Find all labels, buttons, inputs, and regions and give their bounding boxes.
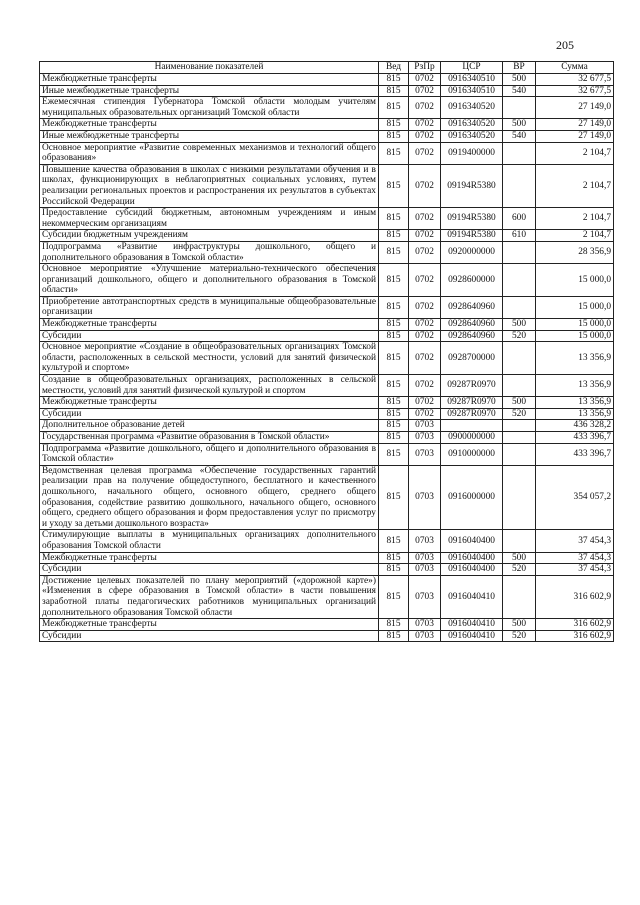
header-vr: ВР [503,62,536,74]
cell-csr: 09194R5380 [441,208,503,230]
cell-vr [503,164,536,207]
cell-csr: 0916340520 [441,97,503,119]
cell-sum: 27 149,0 [536,97,614,119]
table-row [40,85,614,97]
table-row [40,296,614,318]
table-row [40,530,614,552]
cell-sum: 2 104,7 [536,164,614,207]
cell-rzpr: 0702 [409,342,441,375]
cell-vr [503,530,536,552]
cell-sum: 2 104,7 [536,208,614,230]
cell-rzpr: 0702 [409,319,441,331]
cell-name: Дополнительное образование детей [40,420,379,432]
cell-rzpr: 0702 [409,119,441,131]
cell-csr: 0928640960 [441,319,503,331]
cell-vr [503,342,536,375]
cell-name: Иные межбюджетные трансферты [40,85,379,97]
cell-ved: 815 [379,74,409,86]
cell-ved: 815 [379,619,409,631]
table-row [40,420,614,432]
table-row [40,397,614,409]
cell-sum: 37 454,3 [536,552,614,564]
cell-csr: 0916000000 [441,465,503,530]
cell-csr: 09287R0970 [441,375,503,397]
cell-sum: 28 356,9 [536,241,614,263]
cell-csr: 0916040410 [441,630,503,642]
page-number: 205 [556,38,574,52]
cell-csr: 0920000000 [441,241,503,263]
cell-ved: 815 [379,552,409,564]
cell-name: Межбюджетные трансферты [40,397,379,409]
cell-vr [503,375,536,397]
cell-sum: 316 602,9 [536,630,614,642]
cell-sum: 13 356,9 [536,342,614,375]
budget-table [39,61,614,642]
cell-ved: 815 [379,296,409,318]
cell-sum: 15 000,0 [536,330,614,342]
cell-ved: 815 [379,575,409,618]
cell-ved: 815 [379,97,409,119]
cell-ved: 815 [379,530,409,552]
cell-ved: 815 [379,432,409,444]
table-row [40,142,614,164]
table-row [40,375,614,397]
table-row [40,465,614,530]
cell-sum: 2 104,7 [536,142,614,164]
cell-vr [503,432,536,444]
cell-vr [503,420,536,432]
cell-csr: 0916040410 [441,575,503,618]
table-row [40,408,614,420]
header-rzpr: РзПр [409,62,441,74]
cell-ved: 815 [379,408,409,420]
cell-ved: 815 [379,330,409,342]
cell-name: Предоставление субсидий бюджетным, автономным учреждениям и иным некоммерческим организациям [40,208,379,230]
cell-rzpr: 0703 [409,432,441,444]
header-name: Наименование показателей [40,62,379,74]
cell-csr: 0916340520 [441,119,503,131]
cell-rzpr: 0702 [409,397,441,409]
cell-sum: 32 677,5 [536,74,614,86]
cell-rzpr: 0702 [409,241,441,263]
cell-sum: 32 677,5 [536,85,614,97]
cell-ved: 815 [379,630,409,642]
cell-name: Стимулирующие выплаты в муниципальных организациях дополнительного образования Томской области [40,530,379,552]
cell-name: Государственная программа «Развитие образования в Томской области» [40,432,379,444]
table-row [40,319,614,331]
cell-csr: 0928640960 [441,330,503,342]
cell-vr: 540 [503,130,536,142]
cell-name: Иные межбюджетные трансферты [40,130,379,142]
table-row [40,575,614,618]
table-row [40,164,614,207]
cell-vr: 500 [503,552,536,564]
table-row [40,619,614,631]
cell-ved: 815 [379,142,409,164]
cell-rzpr: 0702 [409,130,441,142]
cell-sum: 316 602,9 [536,575,614,618]
table-row [40,564,614,576]
table-header-row [40,62,614,74]
cell-csr: 0916040410 [441,619,503,631]
cell-name: Ведомственная целевая программа «Обеспечение государственных гарантий реализации прав на получение общедоступного, бесплатного и качественного дошкольного, начального общего, основного общего, среднего общего образования, содействие развитию дошкольного, начального общего, основного общего, среднего общего образования и форм предоставления услуг по присмотру и уходу за детьми дошкольного возраста» [40,465,379,530]
cell-sum: 27 149,0 [536,119,614,131]
cell-vr: 520 [503,630,536,642]
cell-rzpr: 0702 [409,408,441,420]
table-row [40,443,614,465]
cell-sum: 316 602,9 [536,619,614,631]
cell-csr: 0928600000 [441,264,503,297]
cell-csr: 0928700000 [441,342,503,375]
cell-csr: 0916040400 [441,564,503,576]
cell-sum: 27 149,0 [536,130,614,142]
cell-rzpr: 0703 [409,630,441,642]
cell-csr: 0916340520 [441,130,503,142]
cell-csr: 0910000000 [441,443,503,465]
cell-sum: 15 000,0 [536,264,614,297]
cell-vr: 520 [503,408,536,420]
cell-vr [503,443,536,465]
cell-rzpr: 0702 [409,164,441,207]
cell-vr: 500 [503,619,536,631]
cell-name: Основное мероприятие «Улучшение материально-технического обеспечения организаций дошкольного, общего и дополнительного образования в Томской области» [40,264,379,297]
cell-rzpr: 0702 [409,74,441,86]
cell-name: Повышение качества образования в школах с низкими результатами обучения и в школах, функционирующих в неблагоприятных социальных условиях, путем реализации региональных проектов и распространения их результатов в субъектах Российской Федерации [40,164,379,207]
cell-rzpr: 0703 [409,564,441,576]
table-row [40,342,614,375]
cell-ved: 815 [379,443,409,465]
table-row [40,230,614,242]
cell-name: Субсидии [40,630,379,642]
cell-rzpr: 0702 [409,330,441,342]
cell-name: Межбюджетные трансферты [40,552,379,564]
table-row [40,630,614,642]
cell-csr: 0900000000 [441,432,503,444]
table-row [40,97,614,119]
cell-rzpr: 0703 [409,420,441,432]
table-row [40,130,614,142]
cell-sum: 37 454,3 [536,530,614,552]
cell-csr: 0916040400 [441,530,503,552]
cell-rzpr: 0702 [409,142,441,164]
cell-csr: 0928640960 [441,296,503,318]
cell-sum: 13 356,9 [536,375,614,397]
cell-ved: 815 [379,85,409,97]
table-row [40,74,614,86]
cell-vr [503,296,536,318]
cell-sum: 354 057,2 [536,465,614,530]
cell-csr: 09287R0970 [441,408,503,420]
cell-sum: 15 000,0 [536,296,614,318]
cell-csr: 09194R5380 [441,230,503,242]
cell-vr: 610 [503,230,536,242]
cell-csr: 09194R5380 [441,164,503,207]
table-row [40,552,614,564]
cell-name: Межбюджетные трансферты [40,74,379,86]
cell-vr [503,142,536,164]
cell-name: Достижение целевых показателей по плану мероприятий («дорожной карте») «Изменения в сфере образования в Томской области» в части повышения заработной платы педагогических работников муниципальных организаций дополнительного образования Томской области [40,575,379,618]
table-row [40,330,614,342]
cell-rzpr: 0702 [409,264,441,297]
cell-vr: 500 [503,397,536,409]
header-ved: Вед [379,62,409,74]
cell-rzpr: 0702 [409,296,441,318]
cell-vr [503,575,536,618]
cell-vr [503,97,536,119]
cell-name: Межбюджетные трансферты [40,119,379,131]
cell-sum: 436 328,2 [536,420,614,432]
cell-name: Межбюджетные трансферты [40,619,379,631]
cell-ved: 815 [379,564,409,576]
cell-rzpr: 0703 [409,465,441,530]
cell-name: Подпрограмма «Развитие инфраструктуры дошкольного, общего и дополнительного образования в Томской области» [40,241,379,263]
cell-sum: 13 356,9 [536,397,614,409]
cell-rzpr: 0703 [409,530,441,552]
cell-ved: 815 [379,264,409,297]
cell-vr: 520 [503,330,536,342]
cell-name: Подпрограмма «Развитие дошкольного, общего и дополнительного образования в Томской области» [40,443,379,465]
cell-sum: 13 356,9 [536,408,614,420]
cell-csr: 0916340510 [441,74,503,86]
cell-csr: 0919400000 [441,142,503,164]
cell-sum: 2 104,7 [536,230,614,242]
cell-ved: 815 [379,342,409,375]
table-row [40,208,614,230]
cell-name: Приобретение автотранспортных средств в муниципальные общеобразовательные организации [40,296,379,318]
cell-ved: 815 [379,420,409,432]
cell-rzpr: 0703 [409,443,441,465]
cell-name: Субсидии [40,330,379,342]
cell-rzpr: 0702 [409,85,441,97]
cell-rzpr: 0702 [409,208,441,230]
cell-ved: 815 [379,319,409,331]
cell-rzpr: 0702 [409,375,441,397]
cell-ved: 815 [379,230,409,242]
table-row [40,264,614,297]
cell-sum: 433 396,7 [536,432,614,444]
table-body [40,74,614,642]
cell-vr [503,264,536,297]
cell-vr: 540 [503,85,536,97]
table-row [40,119,614,131]
cell-ved: 815 [379,397,409,409]
cell-csr: 0916040400 [441,552,503,564]
cell-vr: 600 [503,208,536,230]
cell-name: Создание в общеобразовательных организациях, расположенных в сельской местности, условий для занятий физической культурой и спортом [40,375,379,397]
cell-ved: 815 [379,375,409,397]
cell-name: Основное мероприятие «Создание в общеобразовательных организациях Томской области, расположенных в сельской местности, условий для занятий физической культурой и спортом» [40,342,379,375]
cell-name: Субсидии [40,408,379,420]
cell-sum: 37 454,3 [536,564,614,576]
table-row [40,432,614,444]
header-sum: Сумма [536,62,614,74]
cell-vr: 520 [503,564,536,576]
cell-rzpr: 0702 [409,230,441,242]
cell-vr: 500 [503,319,536,331]
cell-vr: 500 [503,119,536,131]
cell-name: Межбюджетные трансферты [40,319,379,331]
cell-name: Основное мероприятие «Развитие современных механизмов и технологий общего образования» [40,142,379,164]
cell-ved: 815 [379,164,409,207]
header-csr: ЦСР [441,62,503,74]
cell-ved: 815 [379,119,409,131]
cell-name: Субсидии [40,564,379,576]
cell-ved: 815 [379,208,409,230]
cell-ved: 815 [379,241,409,263]
cell-vr [503,465,536,530]
cell-vr: 500 [503,74,536,86]
cell-csr [441,420,503,432]
cell-ved: 815 [379,465,409,530]
cell-csr: 09287R0970 [441,397,503,409]
cell-csr: 0916340510 [441,85,503,97]
cell-name: Ежемесячная стипендия Губернатора Томской области молодым учителям муниципальных образовательных организаций Томской области [40,97,379,119]
cell-ved: 815 [379,130,409,142]
cell-name: Субсидии бюджетным учреждениям [40,230,379,242]
cell-rzpr: 0703 [409,575,441,618]
cell-rzpr: 0702 [409,97,441,119]
cell-vr [503,241,536,263]
table-row [40,241,614,263]
cell-sum: 15 000,0 [536,319,614,331]
cell-rzpr: 0703 [409,552,441,564]
cell-rzpr: 0703 [409,619,441,631]
cell-sum: 433 396,7 [536,443,614,465]
